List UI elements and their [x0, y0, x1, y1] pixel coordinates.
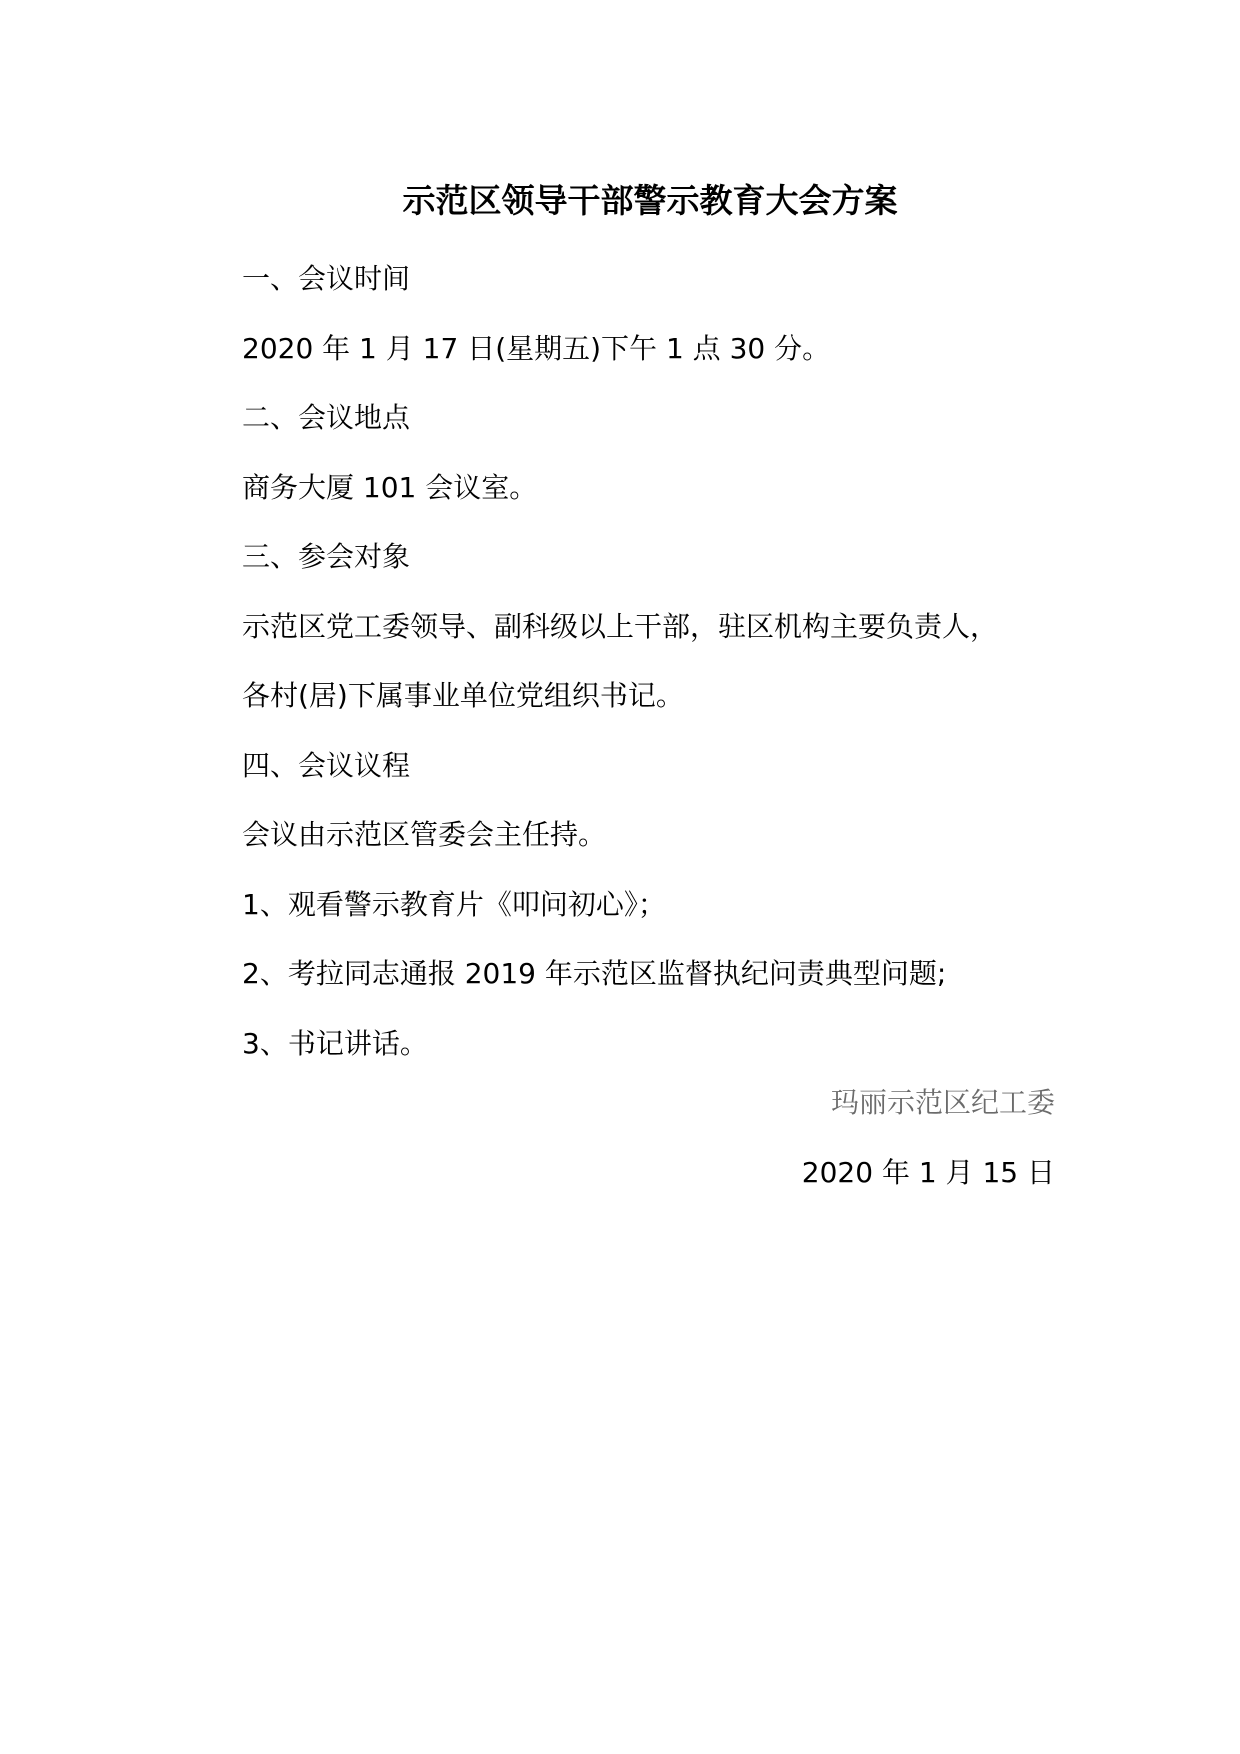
agenda-item-2: 2、考拉同志通报 2019 年示范区监督执纪问责典型问题;: [242, 957, 947, 990]
meeting-time-text: 2020 年 1 月 17 日(星期五)下午 1 点 30 分。: [242, 331, 831, 365]
signature-block: [802, 1068, 1055, 1207]
signature-organization: 玛丽示范区纪工委: [830, 1086, 1055, 1119]
document-title: 示范区领导干部警示教育大会方案: [402, 181, 898, 220]
section-heading-time: 一、会议时间: [242, 262, 411, 295]
attendees-text-line-1: 示范区党工委领导、副科级以上干部，驻区机构主要负责人，: [242, 609, 999, 643]
section-heading-agenda: 四、会议议程: [242, 748, 411, 782]
agenda-host-text: 会议由示范区管委会主任持。: [242, 818, 607, 851]
attendees-text-line-2: 各村(居)下属事业单位党组织书记。: [242, 679, 684, 712]
document-body: [242, 244, 1062, 1078]
agenda-item-1: 1、观看警示教育片《叩问初心》；: [242, 887, 666, 921]
signature-date: 2020 年 1 月 15 日: [801, 1155, 1055, 1189]
section-heading-location: 二、会议地点: [242, 401, 411, 434]
meeting-location-text: 商务大厦 101 会议室。: [242, 470, 538, 504]
agenda-item-3: 3、书记讲话。: [242, 1026, 428, 1060]
section-heading-attendees: 三、参会对象: [242, 540, 411, 573]
